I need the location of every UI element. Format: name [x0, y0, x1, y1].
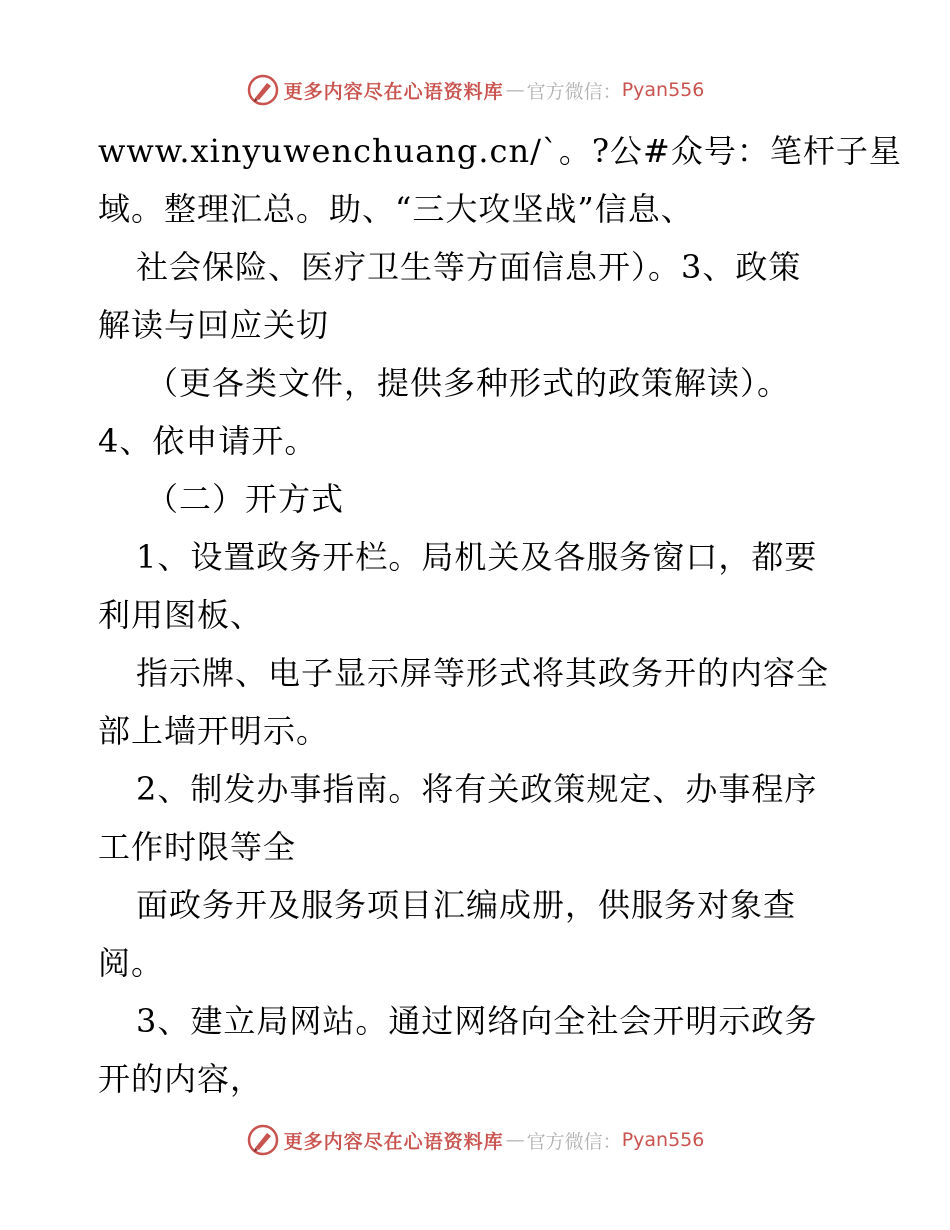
body-line: 解读与回应关切: [98, 306, 330, 344]
body-line: 2、制发办事指南。将有关政策规定、办事程序: [136, 770, 818, 808]
body-line: 工作时限等全: [98, 828, 297, 866]
header-banner: [0, 70, 950, 110]
footer-banner: [0, 1120, 950, 1160]
body-line: 利用图板、: [98, 596, 264, 634]
body-line: 社会保险、医疗卫生等方面信息开）。3、政策: [136, 248, 802, 286]
body-line: （更各类文件，提供多种形式的政策解读）。: [146, 364, 791, 402]
pen-logo-icon: [246, 1123, 280, 1157]
banner-title: 更多内容尽在心语资料库: [283, 80, 504, 103]
body-line: 1、设置政务开栏。局机关及各服务窗口，都要: [136, 538, 818, 576]
body-line: 域。整理汇总。助、“三大攻坚战”信息、: [98, 190, 694, 228]
section-heading: （二）开方式: [146, 480, 345, 518]
body-line: 指示牌、电子显示屏等形式将其政务开的内容全: [136, 654, 830, 692]
body-line: www.xinyuwenchuang.cn/`。?公#众号：笔杆子星: [98, 132, 902, 170]
pen-logo-icon: [246, 73, 280, 107]
body-line: 部上墙开明示。: [98, 712, 330, 750]
body-line: 4、依申请开。: [98, 422, 318, 460]
body-line: 开的内容，: [98, 1060, 264, 1098]
banner-separator: —: [505, 1129, 525, 1151]
body-line: 3、建立局网站。通过网络向全社会开明示政务: [136, 1002, 818, 1040]
banner-wechat-label: 官方微信：: [526, 1130, 622, 1153]
body-line: 阅。: [98, 944, 165, 982]
banner-wechat-label: 官方微信：: [526, 80, 622, 103]
document-body: [98, 122, 902, 1108]
banner-separator: —: [505, 79, 525, 101]
banner-wechat-id: Pyan556: [621, 1129, 705, 1151]
banner-title: 更多内容尽在心语资料库: [283, 1130, 504, 1153]
banner-wechat-id: Pyan556: [621, 79, 705, 101]
body-line: 面政务开及服务项目汇编成册，供服务对象查: [136, 886, 797, 924]
